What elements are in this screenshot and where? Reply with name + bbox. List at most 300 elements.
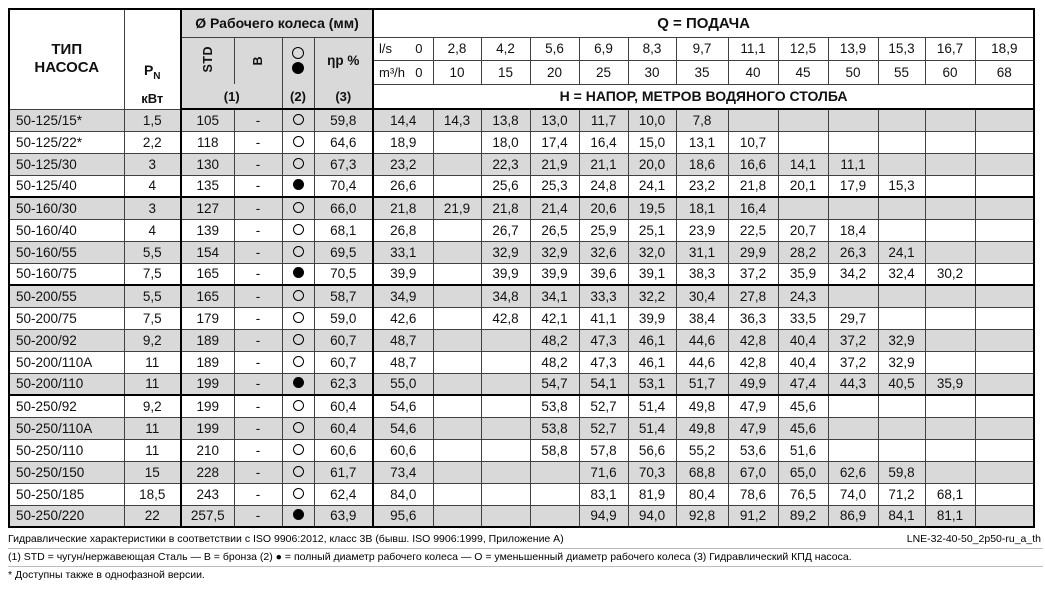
head-value-cell: 53,8: [530, 417, 579, 439]
pump-type-header-line1: ТИП: [51, 41, 83, 59]
head-value-cell: 65,0: [778, 461, 828, 483]
head-value-cell: 51,4: [628, 395, 676, 417]
pump-type-cell: 50-125/30: [9, 153, 124, 175]
head-value-cell: 34,9: [373, 285, 433, 307]
pump-row: [9, 285, 1034, 307]
flow-ls-value: 6,9: [579, 37, 628, 60]
head-value-cell: 17,9: [828, 175, 878, 197]
head-value-cell: 35,9: [925, 373, 975, 395]
efficiency-cell: 68,1: [314, 219, 373, 241]
power-cell: 7,5: [124, 263, 181, 285]
head-value-cell: [433, 351, 481, 373]
table-header: [9, 9, 1034, 109]
head-value-cell: [975, 197, 1034, 219]
head-value-cell: 54,7: [530, 373, 579, 395]
head-value-cell: 37,2: [828, 329, 878, 351]
head-value-cell: 91,2: [728, 505, 778, 527]
head-value-cell: 40,5: [878, 373, 925, 395]
head-value-cell: 32,9: [530, 241, 579, 263]
head-value-cell: [433, 263, 481, 285]
head-value-cell: 80,4: [676, 483, 728, 505]
bronze-cell: -: [234, 285, 282, 307]
impeller-circle-icon: [293, 400, 304, 411]
head-value-cell: [975, 461, 1034, 483]
efficiency-cell: 58,7: [314, 285, 373, 307]
head-value-cell: 20,0: [628, 153, 676, 175]
efficiency-cell: 67,3: [314, 153, 373, 175]
flow-m3h-value: 35: [676, 60, 728, 84]
head-value-cell: 22,3: [481, 153, 530, 175]
impeller-variant-cell: [282, 395, 314, 417]
head-value-cell: 58,8: [530, 439, 579, 461]
head-value-cell: 13,0: [530, 109, 579, 131]
std-diameter-cell: 199: [181, 417, 234, 439]
head-value-cell: 59,8: [878, 461, 925, 483]
efficiency-cell: 59,8: [314, 109, 373, 131]
head-value-cell: 26,8: [373, 219, 433, 241]
head-value-cell: [975, 329, 1034, 351]
head-value-cell: 52,7: [579, 417, 628, 439]
pump-type-cell: 50-125/15*: [9, 109, 124, 131]
flow-ls-value: 18,9: [975, 37, 1034, 60]
pump-row: [9, 307, 1034, 329]
head-value-cell: [778, 197, 828, 219]
pump-row: [9, 351, 1034, 373]
efficiency-header: ηp %: [314, 37, 373, 84]
head-value-cell: 33,3: [579, 285, 628, 307]
head-value-cell: 48,7: [373, 329, 433, 351]
head-value-cell: 54,6: [373, 417, 433, 439]
head-value-cell: 76,5: [778, 483, 828, 505]
head-value-cell: 34,8: [481, 285, 530, 307]
flow-header: Q = ПОДАЧА: [373, 9, 1034, 37]
head-value-cell: 23,2: [676, 175, 728, 197]
bronze-column-header: B: [234, 37, 282, 84]
footnote-2-ref: (2): [282, 84, 314, 109]
efficiency-cell: 59,0: [314, 307, 373, 329]
bronze-cell: -: [234, 197, 282, 219]
power-cell: 11: [124, 351, 181, 373]
flow-m3h-value: 60: [925, 60, 975, 84]
impeller-variant-cell: [282, 153, 314, 175]
head-value-cell: [878, 307, 925, 329]
std-diameter-cell: 139: [181, 219, 234, 241]
head-value-cell: 39,9: [481, 263, 530, 285]
head-value-cell: 23,9: [676, 219, 728, 241]
head-value-cell: [828, 417, 878, 439]
head-value-cell: [481, 439, 530, 461]
flow-ls-value: 5,6: [530, 37, 579, 60]
efficiency-cell: 61,7: [314, 461, 373, 483]
head-value-cell: 15,0: [628, 131, 676, 153]
flow-ls-value: 13,9: [828, 37, 878, 60]
pump-type-cell: 50-200/55: [9, 285, 124, 307]
pump-type-cell: 50-160/40: [9, 219, 124, 241]
std-diameter-cell: 189: [181, 351, 234, 373]
head-value-cell: 52,7: [579, 395, 628, 417]
pump-type-cell: 50-125/40: [9, 175, 124, 197]
efficiency-cell: 66,0: [314, 197, 373, 219]
head-value-cell: [925, 395, 975, 417]
head-value-cell: 84,0: [373, 483, 433, 505]
power-unit-label: кВт: [141, 90, 164, 106]
head-value-cell: [481, 461, 530, 483]
std-diameter-cell: 228: [181, 461, 234, 483]
bronze-cell: -: [234, 263, 282, 285]
head-value-cell: 54,1: [579, 373, 628, 395]
pump-type-cell: 50-160/30: [9, 197, 124, 219]
head-value-cell: [433, 483, 481, 505]
ls-zero-value: 0: [415, 41, 423, 56]
pump-type-cell: 50-250/220: [9, 505, 124, 527]
head-value-cell: 35,9: [778, 263, 828, 285]
power-cell: 11: [124, 373, 181, 395]
head-value-cell: [925, 219, 975, 241]
head-value-cell: 44,3: [828, 373, 878, 395]
head-value-cell: 32,4: [878, 263, 925, 285]
head-value-cell: [433, 373, 481, 395]
head-value-cell: 25,6: [481, 175, 530, 197]
head-value-cell: 34,1: [530, 285, 579, 307]
std-diameter-cell: 105: [181, 109, 234, 131]
pump-row: [9, 329, 1034, 351]
head-value-cell: 47,3: [579, 351, 628, 373]
head-value-cell: 32,6: [579, 241, 628, 263]
pump-type-cell: 50-250/185: [9, 483, 124, 505]
head-value-cell: 25,9: [579, 219, 628, 241]
impeller-variant-header: [282, 37, 314, 84]
head-value-cell: [925, 109, 975, 131]
head-value-cell: 21,8: [373, 197, 433, 219]
m3h-unit-label: m³/h: [379, 64, 406, 80]
pump-row: [9, 153, 1034, 175]
head-value-cell: 26,3: [828, 241, 878, 263]
head-value-cell: [925, 131, 975, 153]
power-cell: 3: [124, 153, 181, 175]
document-code: LNE-32-40-50_2p50-ru_a_th: [906, 533, 1041, 545]
head-value-cell: [433, 175, 481, 197]
head-value-cell: [433, 307, 481, 329]
head-value-cell: 16,4: [728, 197, 778, 219]
pump-row: [9, 241, 1034, 263]
head-value-cell: 31,1: [676, 241, 728, 263]
head-value-cell: [925, 307, 975, 329]
head-value-cell: 26,5: [530, 219, 579, 241]
impeller-diameter-header: Ø Рабочего колеса (мм): [181, 9, 373, 37]
head-value-cell: [975, 351, 1034, 373]
flow-ls-value: 15,3: [878, 37, 925, 60]
head-value-cell: 47,3: [579, 329, 628, 351]
head-value-cell: 67,0: [728, 461, 778, 483]
head-value-cell: 47,4: [778, 373, 828, 395]
head-value-cell: 39,1: [628, 263, 676, 285]
flow-m3h-value: 68: [975, 60, 1034, 84]
flow-m3h-value: 10: [433, 60, 481, 84]
head-value-cell: 83,1: [579, 483, 628, 505]
head-value-cell: 89,2: [778, 505, 828, 527]
head-value-cell: 25,3: [530, 175, 579, 197]
impeller-variant-cell: [282, 373, 314, 395]
head-value-cell: [433, 219, 481, 241]
head-value-cell: [530, 483, 579, 505]
head-value-cell: 33,5: [778, 307, 828, 329]
flow-m3h-value: 25: [579, 60, 628, 84]
head-value-cell: 38,4: [676, 307, 728, 329]
head-value-cell: [828, 197, 878, 219]
head-value-cell: 92,8: [676, 505, 728, 527]
head-value-cell: [481, 373, 530, 395]
std-diameter-cell: 257,5: [181, 505, 234, 527]
std-diameter-cell: 179: [181, 307, 234, 329]
pump-row: [9, 395, 1034, 417]
head-value-cell: 20,7: [778, 219, 828, 241]
power-cell: 22: [124, 505, 181, 527]
impeller-variant-cell: [282, 241, 314, 263]
impeller-circle-icon: [293, 356, 304, 367]
head-value-cell: 14,3: [433, 109, 481, 131]
head-value-cell: [878, 417, 925, 439]
pump-row: [9, 109, 1034, 131]
pump-type-cell: 50-200/110: [9, 373, 124, 395]
head-value-cell: 7,8: [676, 109, 728, 131]
head-value-cell: [925, 153, 975, 175]
head-value-cell: [925, 285, 975, 307]
bronze-cell: -: [234, 395, 282, 417]
impeller-variant-cell: [282, 109, 314, 131]
head-value-cell: [975, 241, 1034, 263]
power-cell: 18,5: [124, 483, 181, 505]
impeller-variant-cell: [282, 505, 314, 527]
head-value-cell: 55,0: [373, 373, 433, 395]
head-value-cell: [878, 109, 925, 131]
head-value-cell: 18,0: [481, 131, 530, 153]
head-value-cell: [433, 439, 481, 461]
head-value-cell: 17,4: [530, 131, 579, 153]
head-value-cell: [481, 395, 530, 417]
head-value-cell: 51,7: [676, 373, 728, 395]
head-value-cell: [878, 131, 925, 153]
bronze-cell: -: [234, 351, 282, 373]
head-value-cell: 29,7: [828, 307, 878, 329]
std-diameter-cell: 165: [181, 285, 234, 307]
head-value-cell: 68,1: [925, 483, 975, 505]
head-value-cell: 74,0: [828, 483, 878, 505]
power-cell: 9,2: [124, 395, 181, 417]
efficiency-cell: 60,7: [314, 329, 373, 351]
impeller-variant-cell: [282, 329, 314, 351]
std-diameter-cell: 210: [181, 439, 234, 461]
pump-performance-table: [8, 8, 1035, 528]
head-value-cell: [925, 351, 975, 373]
pump-type-cell: 50-250/110A: [9, 417, 124, 439]
flow-ls-value: 12,5: [778, 37, 828, 60]
head-value-cell: 71,6: [579, 461, 628, 483]
pump-table-body: [9, 109, 1034, 527]
impeller-circle-icon: [293, 334, 304, 345]
efficiency-cell: 70,5: [314, 263, 373, 285]
legend-note: (1) STD = чугун/нержавеющая Сталь — B = бронза (2) ● = полный диаметр рабочего колеса — O = уменьшенный диаметр рабочего колеса (3) Гидравлический КПД насоса.: [8, 549, 1043, 567]
impeller-variant-cell: [282, 439, 314, 461]
pump-type-cell: 50-125/22*: [9, 131, 124, 153]
power-cell: 2,2: [124, 131, 181, 153]
pump-type-cell: 50-200/110A: [9, 351, 124, 373]
std-diameter-cell: 127: [181, 197, 234, 219]
pump-type-cell: 50-250/150: [9, 461, 124, 483]
head-value-cell: [975, 263, 1034, 285]
head-value-cell: 94,9: [579, 505, 628, 527]
head-value-cell: [828, 395, 878, 417]
footnote-1-ref: (1): [181, 84, 282, 109]
head-value-cell: 41,1: [579, 307, 628, 329]
head-value-cell: 48,2: [530, 329, 579, 351]
head-header: Н = НАПОР, МЕТРОВ ВОДЯНОГО СТОЛБА: [373, 84, 1034, 109]
head-value-cell: 15,3: [878, 175, 925, 197]
head-value-cell: 95,6: [373, 505, 433, 527]
std-diameter-cell: 199: [181, 373, 234, 395]
bronze-cell: -: [234, 483, 282, 505]
head-value-cell: 39,9: [628, 307, 676, 329]
head-value-cell: [433, 329, 481, 351]
head-value-cell: [975, 109, 1034, 131]
head-value-cell: 45,6: [778, 417, 828, 439]
power-cell: 11: [124, 439, 181, 461]
head-value-cell: 45,6: [778, 395, 828, 417]
head-value-cell: 42,8: [728, 351, 778, 373]
impeller-circle-icon: [293, 488, 304, 499]
flow-ls-value: 2,8: [433, 37, 481, 60]
power-cell: 4: [124, 175, 181, 197]
head-value-cell: 94,0: [628, 505, 676, 527]
power-cell: 3: [124, 197, 181, 219]
head-value-cell: 18,9: [373, 131, 433, 153]
power-cell: 4: [124, 219, 181, 241]
head-value-cell: 21,9: [433, 197, 481, 219]
head-value-cell: [778, 109, 828, 131]
head-value-cell: [828, 109, 878, 131]
impeller-variant-cell: [282, 175, 314, 197]
head-value-cell: 60,6: [373, 439, 433, 461]
impeller-variant-cell: [282, 263, 314, 285]
impeller-circle-icon: [293, 246, 304, 257]
head-value-cell: 81,9: [628, 483, 676, 505]
head-value-cell: 49,9: [728, 373, 778, 395]
head-value-cell: 47,9: [728, 395, 778, 417]
head-value-cell: [878, 439, 925, 461]
head-value-cell: [975, 505, 1034, 527]
head-value-cell: 10,7: [728, 131, 778, 153]
head-value-cell: [878, 395, 925, 417]
bronze-cell: -: [234, 505, 282, 527]
head-value-cell: 18,6: [676, 153, 728, 175]
impeller-circle-icon: [293, 158, 304, 169]
head-value-cell: 53,8: [530, 395, 579, 417]
head-value-cell: [878, 285, 925, 307]
pump-row: [9, 483, 1034, 505]
head-value-cell: 16,4: [579, 131, 628, 153]
head-value-cell: [975, 131, 1034, 153]
iso-standard-note: Гидравлические характеристики в соответствии с ISO 9906:2012, класс 3B (бывш. ISO 9906:1999, Приложение A): [8, 533, 564, 545]
head-value-cell: 46,1: [628, 329, 676, 351]
head-value-cell: 53,1: [628, 373, 676, 395]
power-cell: 5,5: [124, 285, 181, 307]
head-value-cell: [975, 219, 1034, 241]
efficiency-cell: 60,4: [314, 417, 373, 439]
pump-type-cell: 50-160/75: [9, 263, 124, 285]
bronze-cell: -: [234, 439, 282, 461]
flow-m3h-value: 45: [778, 60, 828, 84]
efficiency-cell: 60,6: [314, 439, 373, 461]
head-value-cell: 21,1: [579, 153, 628, 175]
head-value-cell: 46,1: [628, 351, 676, 373]
head-value-cell: [975, 417, 1034, 439]
impeller-circle-icon: [293, 509, 304, 520]
head-value-cell: 68,8: [676, 461, 728, 483]
efficiency-cell: 70,4: [314, 175, 373, 197]
head-value-cell: [975, 395, 1034, 417]
head-value-cell: [433, 417, 481, 439]
head-value-cell: 32,9: [481, 241, 530, 263]
head-value-cell: 36,3: [728, 307, 778, 329]
efficiency-cell: 60,7: [314, 351, 373, 373]
head-value-cell: [433, 285, 481, 307]
efficiency-cell: 69,5: [314, 241, 373, 263]
impeller-variant-cell: [282, 417, 314, 439]
head-value-cell: 18,4: [828, 219, 878, 241]
head-value-cell: 34,2: [828, 263, 878, 285]
head-value-cell: 86,9: [828, 505, 878, 527]
bronze-cell: -: [234, 131, 282, 153]
head-value-cell: 29,9: [728, 241, 778, 263]
head-value-cell: 44,6: [676, 329, 728, 351]
head-value-cell: 44,6: [676, 351, 728, 373]
head-value-cell: 32,2: [628, 285, 676, 307]
head-value-cell: 13,1: [676, 131, 728, 153]
flow-m3h-value: 55: [878, 60, 925, 84]
head-value-cell: [925, 175, 975, 197]
power-label: $P_N$: [143, 61, 161, 82]
full-impeller-icon: [292, 62, 304, 74]
bronze-cell: -: [234, 373, 282, 395]
bronze-cell: -: [234, 329, 282, 351]
head-value-cell: 24,1: [628, 175, 676, 197]
head-value-cell: 23,2: [373, 153, 433, 175]
bronze-cell: -: [234, 175, 282, 197]
head-value-cell: 73,4: [373, 461, 433, 483]
head-value-cell: 49,8: [676, 395, 728, 417]
std-column-header: STD: [181, 37, 234, 84]
impeller-circle-icon: [293, 202, 304, 213]
std-diameter-cell: 199: [181, 395, 234, 417]
head-value-cell: 32,0: [628, 241, 676, 263]
head-value-cell: 28,2: [778, 241, 828, 263]
head-value-cell: [481, 351, 530, 373]
impeller-variant-cell: [282, 285, 314, 307]
head-value-cell: 81,1: [925, 505, 975, 527]
pump-row: [9, 373, 1034, 395]
head-value-cell: 10,0: [628, 109, 676, 131]
head-value-cell: 16,6: [728, 153, 778, 175]
head-value-cell: 21,4: [530, 197, 579, 219]
efficiency-cell: 64,6: [314, 131, 373, 153]
pump-row: [9, 263, 1034, 285]
head-value-cell: 51,6: [778, 439, 828, 461]
head-value-cell: [433, 153, 481, 175]
reduced-impeller-icon: [292, 47, 304, 59]
head-value-cell: [481, 417, 530, 439]
head-value-cell: 21,9: [530, 153, 579, 175]
head-value-cell: 26,6: [373, 175, 433, 197]
std-diameter-cell: 118: [181, 131, 234, 153]
